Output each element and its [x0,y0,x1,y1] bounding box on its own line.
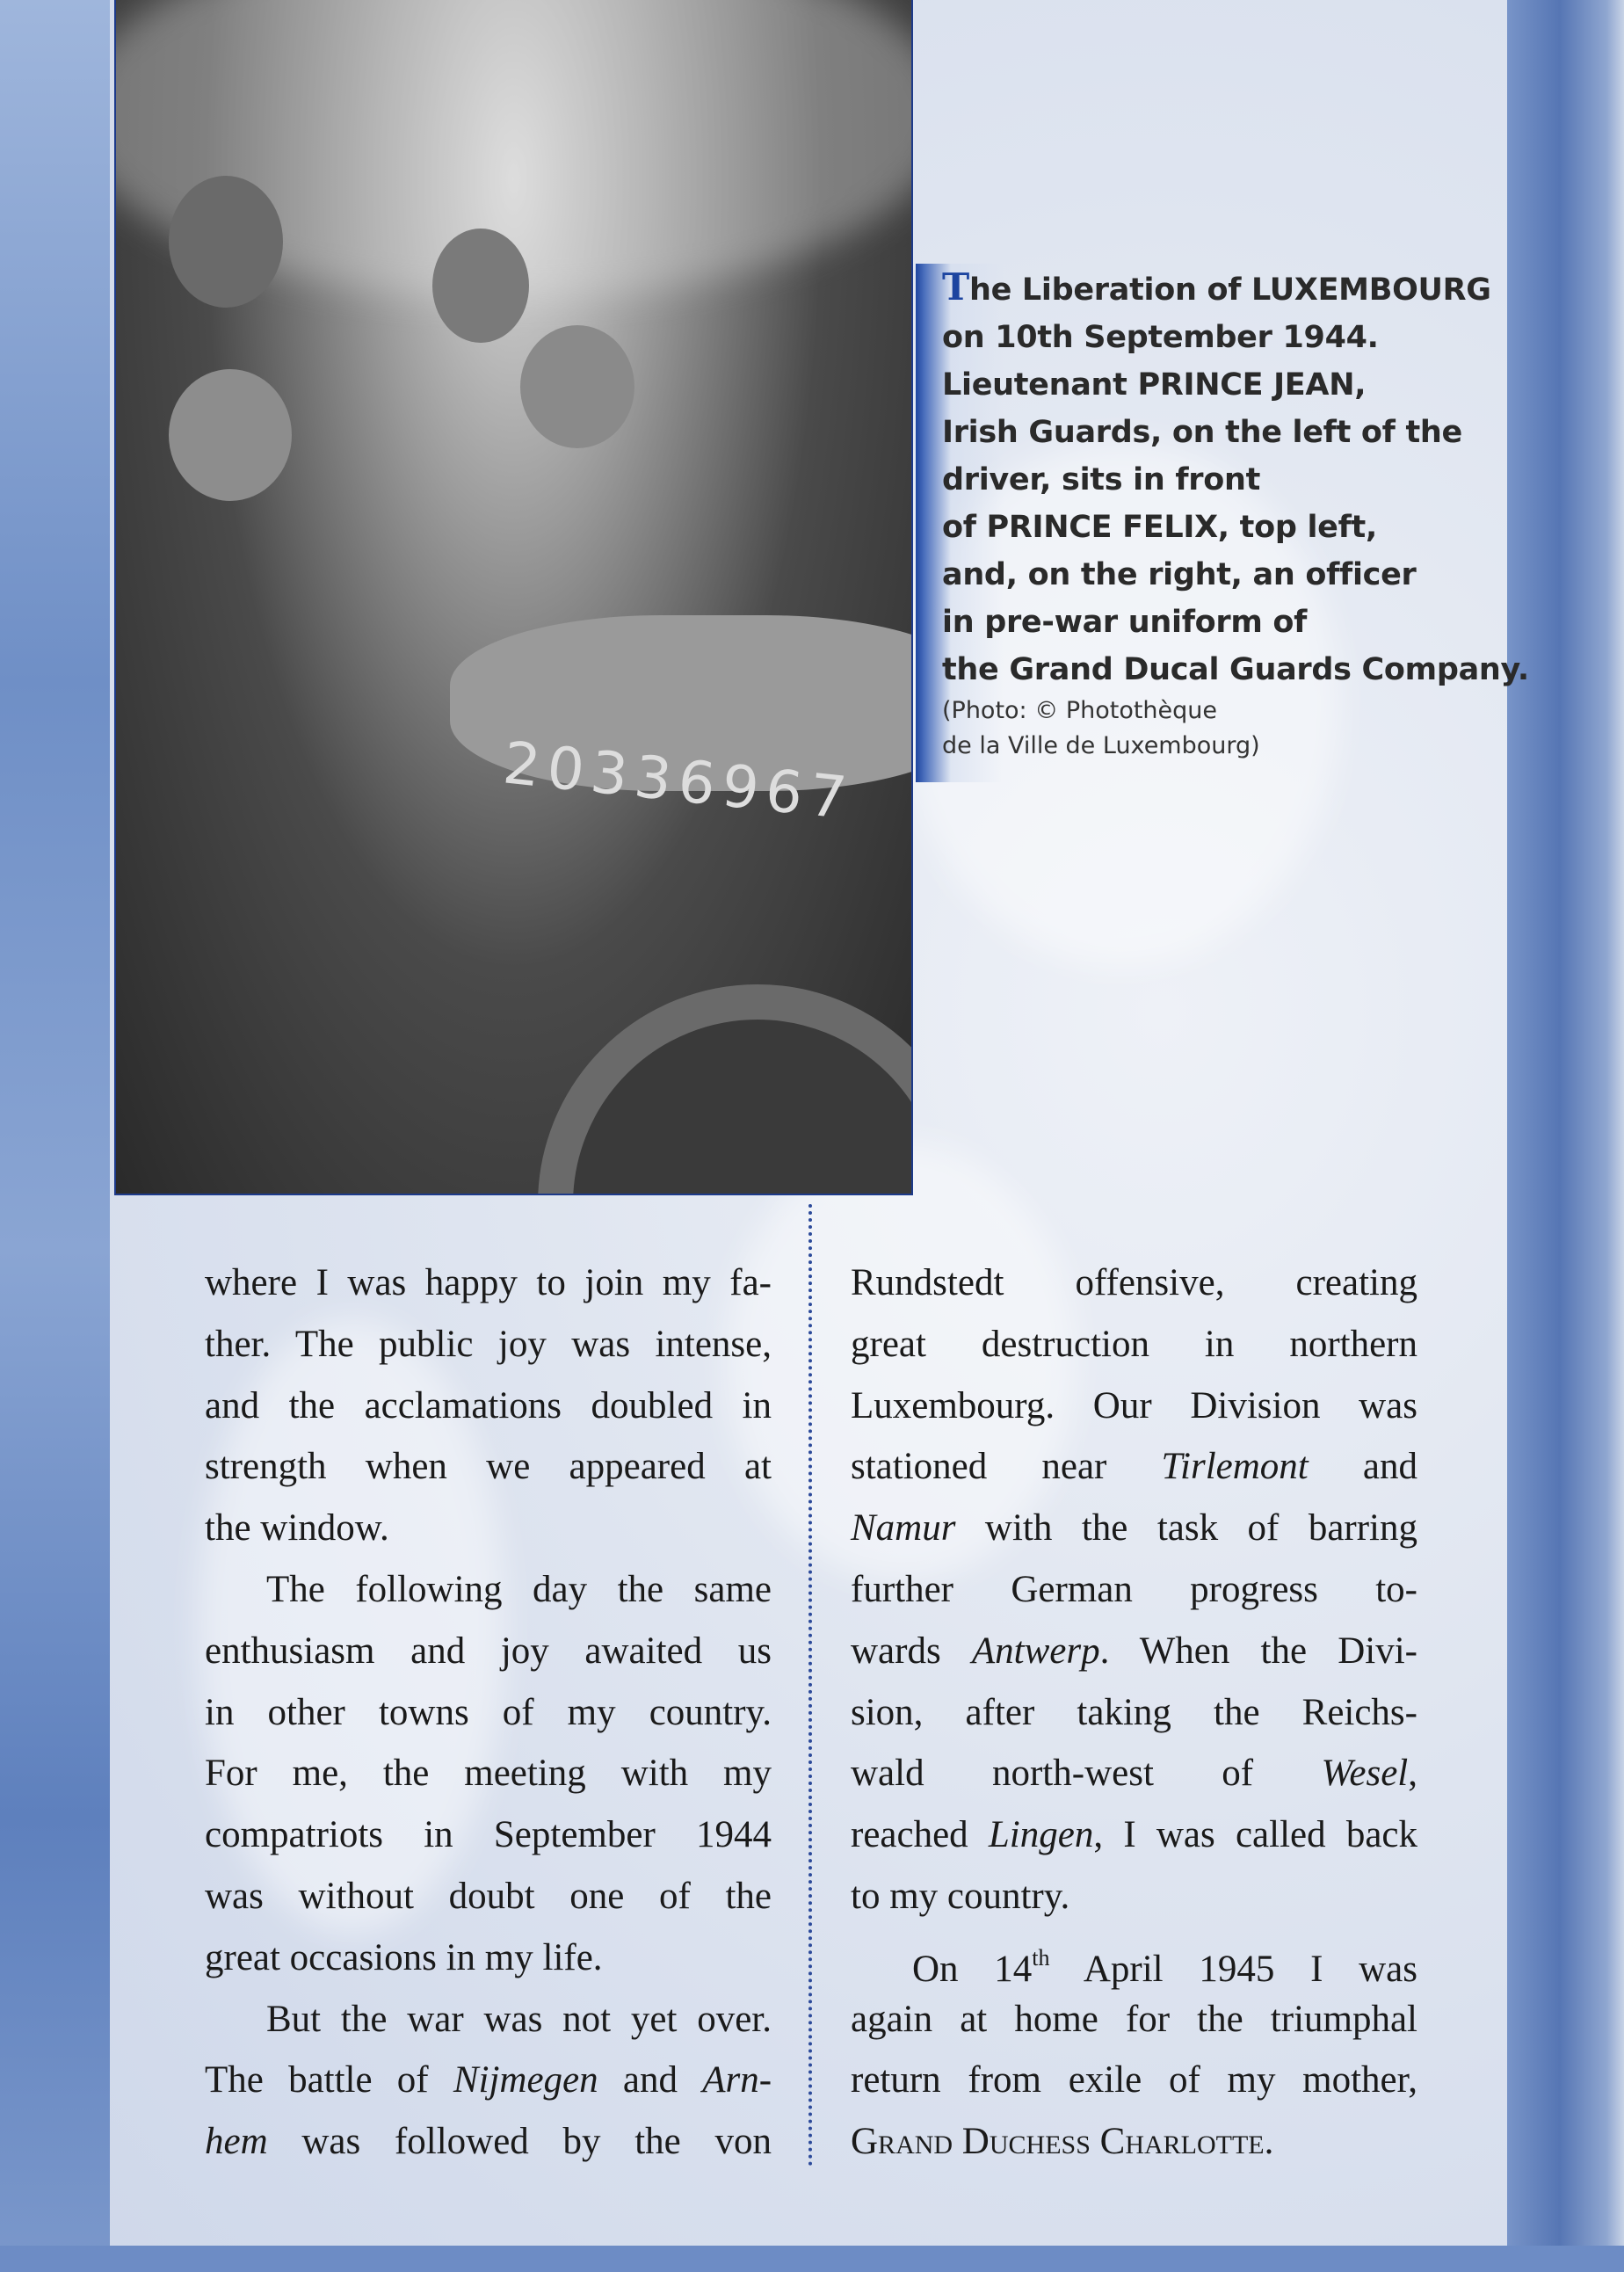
text-segment: , I was called back [1093,1814,1417,1856]
caption-line-text: Lieutenant PRINCE JEAN, [942,367,1367,403]
photo-credit-line-2: de la Ville de Luxembourg) [942,732,1260,759]
text-line [851,1682,1417,1744]
text-segment: ther. The public joy was intense, [205,1323,772,1365]
caption-line [942,264,1491,314]
text-segment: was without doubt one of the [205,1875,772,1917]
text-line [205,1314,772,1376]
text-segment: th [1032,1944,1050,1971]
text-line [205,1866,772,1927]
text-line [851,1436,1417,1498]
text-segment: But the war was not yet over. [266,1998,772,2040]
body-column-right [851,1252,1417,2173]
caption-line-text: and, on the right, an officer [942,557,1417,592]
caption-line-text: the Grand Ducal Guards Company. [942,652,1529,687]
body-column-left [205,1252,772,2173]
text-segment: again at home for the triumphal [851,1998,1417,2040]
text-line [851,2111,1417,2173]
italic-place-name: Lingen [988,1814,1094,1856]
text-segment: enthusiasm and joy awaited us [205,1630,772,1672]
caption-drop-cap: T [942,265,969,308]
text-segment: Grand Duchess Charlotte. [851,2121,1274,2163]
text-line [851,1376,1417,1437]
text-line [205,1252,772,1314]
text-line [205,2050,772,2111]
text-segment: stationed near [851,1446,1162,1488]
text-segment: further German progress to- [851,1568,1417,1610]
text-line [851,1559,1417,1621]
text-line [851,1927,1417,1989]
text-line [205,1621,772,1682]
text-line [851,1621,1417,1682]
text-segment: wald north-west of [851,1753,1322,1795]
caption-line [942,456,1478,504]
background-photo-left [0,0,114,2272]
caption-line [942,646,1529,693]
column-divider [808,1204,812,2167]
caption-line [942,551,1478,599]
text-line [205,1989,772,2051]
text-line [851,2050,1417,2111]
caption-line-text: Irish Guards, on the left of the [942,415,1462,450]
liberation-photo [114,0,913,1195]
photo-credit-line-1: (Photo: © Photothèque [942,697,1218,724]
text-line [205,1559,772,1621]
text-line [205,1682,772,1744]
caption-line [942,314,1478,361]
text-segment: The following day the same [266,1568,772,1610]
text-line [851,1252,1417,1314]
text-line [205,1927,772,1989]
text-segment: to my country. [851,1875,1070,1917]
caption-line-text: of PRINCE FELIX, top left, [942,510,1377,545]
caption-line-text: in pre-war uniform of [942,605,1308,640]
text-segment: in other towns of my country. [205,1691,772,1733]
text-line [851,1498,1417,1559]
text-segment: wards [851,1630,972,1672]
photo-caption [916,264,1529,782]
text-segment: . When the Divi- [1099,1630,1417,1672]
italic-place-name: Wesel [1321,1753,1409,1795]
italic-place-name: Namur [851,1507,956,1550]
italic-place-name: Tirlemont [1161,1446,1309,1488]
text-segment: and the acclamations doubled in [205,1384,772,1426]
text-segment: and [598,2059,703,2101]
text-segment: Rundstedt offensive, creating [851,1262,1417,1303]
text-line [205,1436,772,1498]
text-segment: strength when we appeared at [205,1446,772,1488]
caption-line-text: driver, sits in front [942,462,1261,497]
text-segment: the window. [205,1507,389,1550]
text-line [205,1498,772,1559]
text-segment: On 14 [912,1948,1033,1990]
text-line [205,1376,772,1437]
text-segment: great destruction in northern [851,1323,1417,1365]
text-segment: with the task of barring [955,1507,1417,1550]
text-line [851,1743,1417,1804]
text-segment: The battle of [205,2059,453,2101]
caption-line [942,599,1478,646]
text-segment: sion, after taking the Reichs- [851,1691,1417,1733]
caption-line [942,361,1478,409]
caption-line-text: he Liberation of LUXEMBOURG [968,272,1491,308]
text-segment: where I was happy to join my fa- [205,1262,772,1303]
text-line [205,2111,772,2173]
text-line [851,1314,1417,1376]
caption-line [942,409,1478,456]
text-line [851,1989,1417,2051]
italic-place-name: Antwerp [971,1630,1100,1672]
caption-line [942,504,1478,551]
text-line [205,1743,772,1804]
text-line [205,1804,772,1866]
caption-line-text: on 10th September 1944. [942,320,1379,355]
text-segment: reached [851,1814,989,1856]
text-segment: was followed by the von [267,2121,772,2163]
page-bottom-edge [0,2246,1624,2272]
italic-place-name: Arn- [702,2059,772,2101]
text-segment: and [1308,1446,1417,1488]
italic-place-name: hem [205,2121,268,2163]
italic-place-name: Nijmegen [453,2059,598,2101]
vehicle-plate-number: 20336967 [500,729,857,833]
text-segment: great occasions in my life. [205,1936,603,1978]
text-segment: April 1945 I was [1049,1948,1417,1990]
text-line [851,1866,1417,1927]
background-photo-right [1507,0,1624,2272]
text-segment: For me, the meeting with my [205,1753,772,1795]
text-segment: compatriots in September 1944 [205,1814,772,1856]
text-segment: Luxembourg. Our Division was [851,1384,1417,1426]
text-line [851,1804,1417,1866]
text-segment: return from exile of my mother, [851,2059,1417,2101]
text-segment: , [1408,1753,1417,1795]
